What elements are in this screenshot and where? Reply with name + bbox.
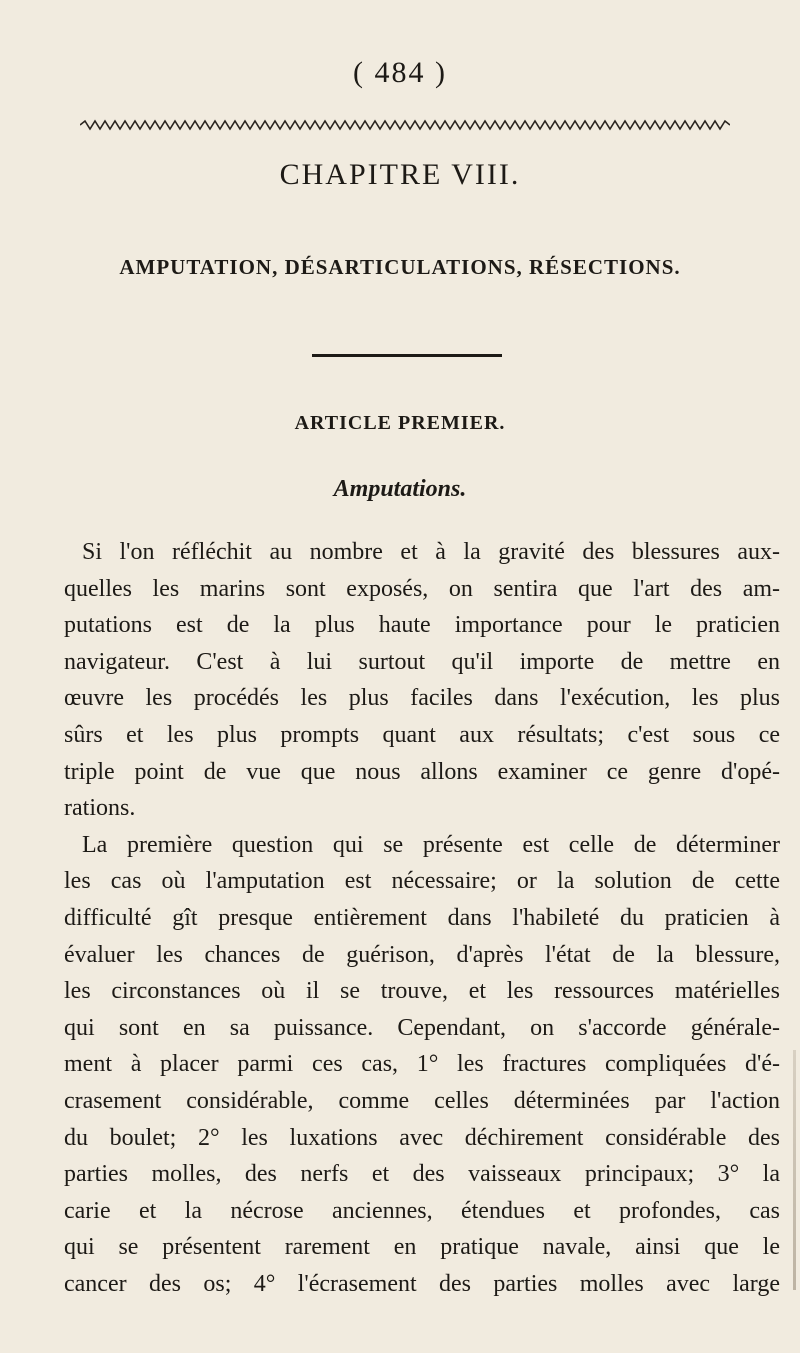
article-title: ARTICLE PREMIER. [294, 412, 506, 434]
text-line: les cas où l'amputation est nécessaire; or la solution de cette [64, 868, 780, 895]
text-line: évaluer les chances de guérison, d'après l'état de la blessure, [64, 941, 780, 968]
text-line: qui sont en sa puissance. Cependant, on s'accorde générale- [64, 1014, 780, 1041]
text-line: du boulet; 2° les luxations avec déchirement considérable des [64, 1124, 780, 1151]
text-line: Si l'on réfléchit au nombre et à la gravité des blessures aux- [82, 539, 780, 565]
page-edge-shadow [793, 1050, 796, 1290]
text-line: rations. [64, 795, 136, 822]
text-line: La première question qui se présente est celle de déterminer [82, 831, 780, 858]
text-line: les circonstances où il se trouve, et les ressources matérielles [64, 978, 780, 1005]
text-line: qui se présentent rarement en pratique navale, ainsi que le [64, 1234, 780, 1261]
chapter-subtitle: AMPUTATION, DÉSARTICULATIONS, RÉSECTIONS. [119, 255, 681, 279]
text-line: putations est de la plus haute importance pour le praticien [64, 612, 780, 639]
ornamental-rule [80, 118, 730, 132]
text-line: ment à placer parmi ces cas, 1° les fractures compliquées d'é- [64, 1051, 780, 1078]
text-line: navigateur. C'est à lui surtout qu'il importe de mettre en [64, 648, 780, 675]
text-line: crasement considérable, comme celles déterminées par l'action [64, 1087, 780, 1114]
body-text [64, 534, 780, 1302]
section-title: Amputations. [333, 476, 467, 502]
text-line: triple point de vue que nous allons examiner ce genre d'opé- [64, 758, 780, 785]
text-line: œuvre les procédés les plus faciles dans l'exécution, les plus [64, 685, 780, 712]
text-line: sûrs et les plus prompts quant aux résultats; c'est sous ce [64, 721, 780, 748]
text-line: quelles les marins sont exposés, on sentira que l'art des am- [64, 575, 780, 602]
section-divider [312, 354, 502, 357]
page-number: ( 484 ) [353, 56, 447, 89]
chapter-title: CHAPITRE VIII. [279, 158, 521, 191]
text-line: parties molles, des nerfs et des vaisseaux principaux; 3° la [64, 1161, 780, 1188]
text-line: difficulté gît presque entièrement dans l'habileté du praticien à [64, 904, 780, 931]
text-line: cancer des os; 4° l'écrasement des parties molles avec large [64, 1270, 780, 1297]
text-line: carie et la nécrose anciennes, étendues et profondes, cas [64, 1197, 780, 1224]
